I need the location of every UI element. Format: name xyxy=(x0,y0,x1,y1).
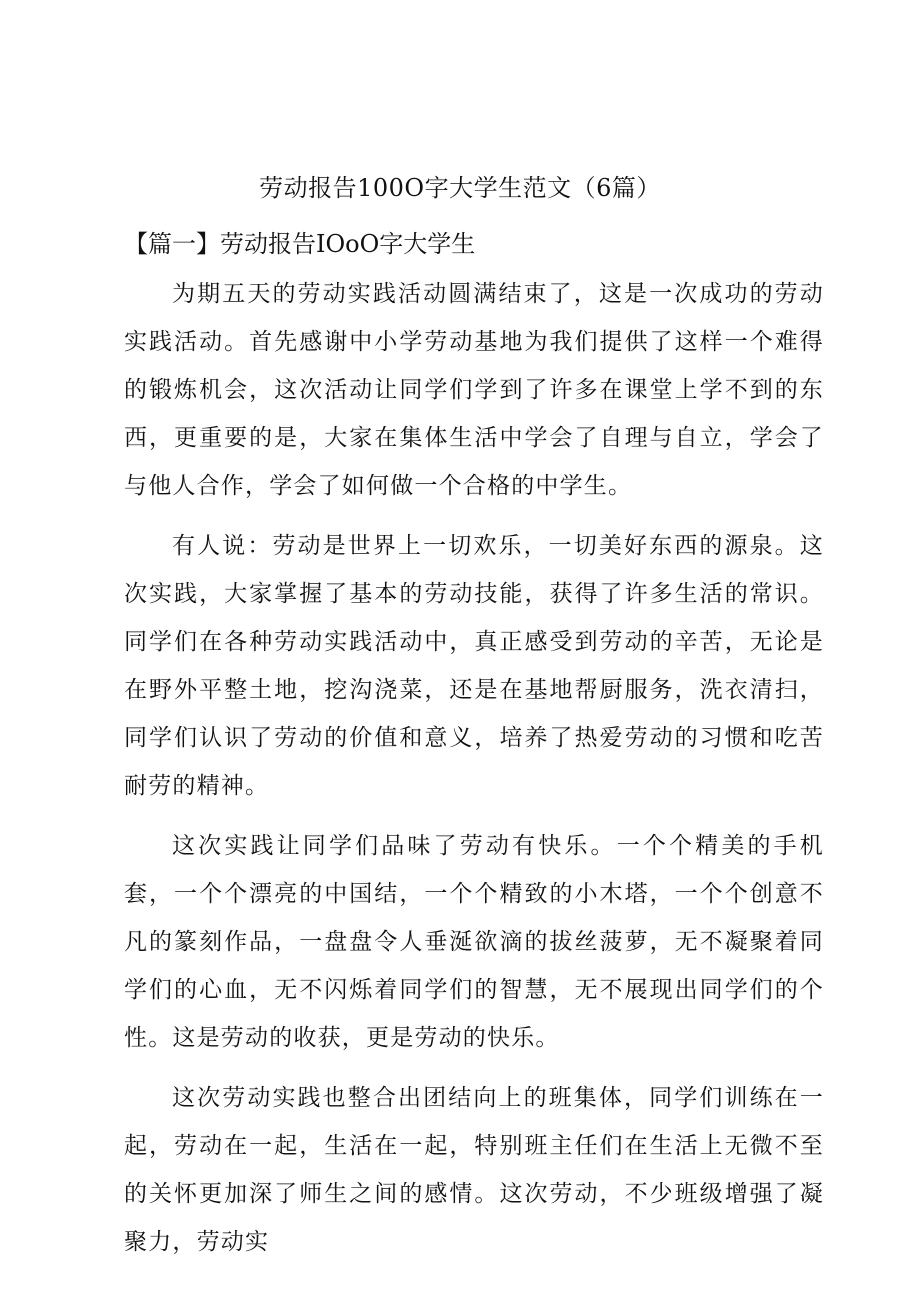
document-title: 劳动报告100O字大学生范文（6篇） xyxy=(259,174,661,202)
paragraph-1: 为期五天的劳动实践活动圆满结束了，这是一次成功的劳动实践活动。首先感谢中小学劳动基地为我们提供了这样一个难得的锻炼机会，这次活动让同学们学到了许多在课堂上学不到的东西，更重要的是，大家在集体生活中学会了自理与自立，学会了与他人合作，学会了如何做一个合格的中学生。 xyxy=(124,281,824,499)
paragraph-3: 这次实践让同学们品味了劳动有快乐。一个个精美的手机套，一个个漂亮的中国结，一个个精致的小木塔，一个个创意不凡的篆刻作品，一盘盘令人垂涎欲滴的拔丝菠萝，无不凝聚着同学们的心血，无不闪烁着同学们的智慧，无不展现出同学们的个性。这是劳动的收获，更是劳动的快乐。 xyxy=(124,833,824,1051)
document-body xyxy=(124,270,824,1278)
section-heading: 【篇一】劳动报告IOoO字大学生 xyxy=(124,230,476,258)
paragraph-4: 这次劳动实践也整合出团结向上的班集体，同学们训练在一起，劳动在一起，生活在一起，特别班主任们在生活上无微不至的关怀更加深了师生之间的感情。这次劳动，不少班级增强了凝聚力，劳动实 xyxy=(124,1085,824,1255)
paragraph-2: 有人说：劳动是世界上一切欢乐，一切美好东西的源泉。这次实践，大家掌握了基本的劳动技能，获得了许多生活的常识。同学们在各种劳动实践活动中，真正感受到劳动的辛苦，无论是在野外平整土地，挖沟浇菜，还是在基地帮厨服务，洗衣清扫，同学们认识了劳动的价值和意义，培养了热爱劳动的习惯和吃苦耐劳的精神。 xyxy=(124,533,824,799)
